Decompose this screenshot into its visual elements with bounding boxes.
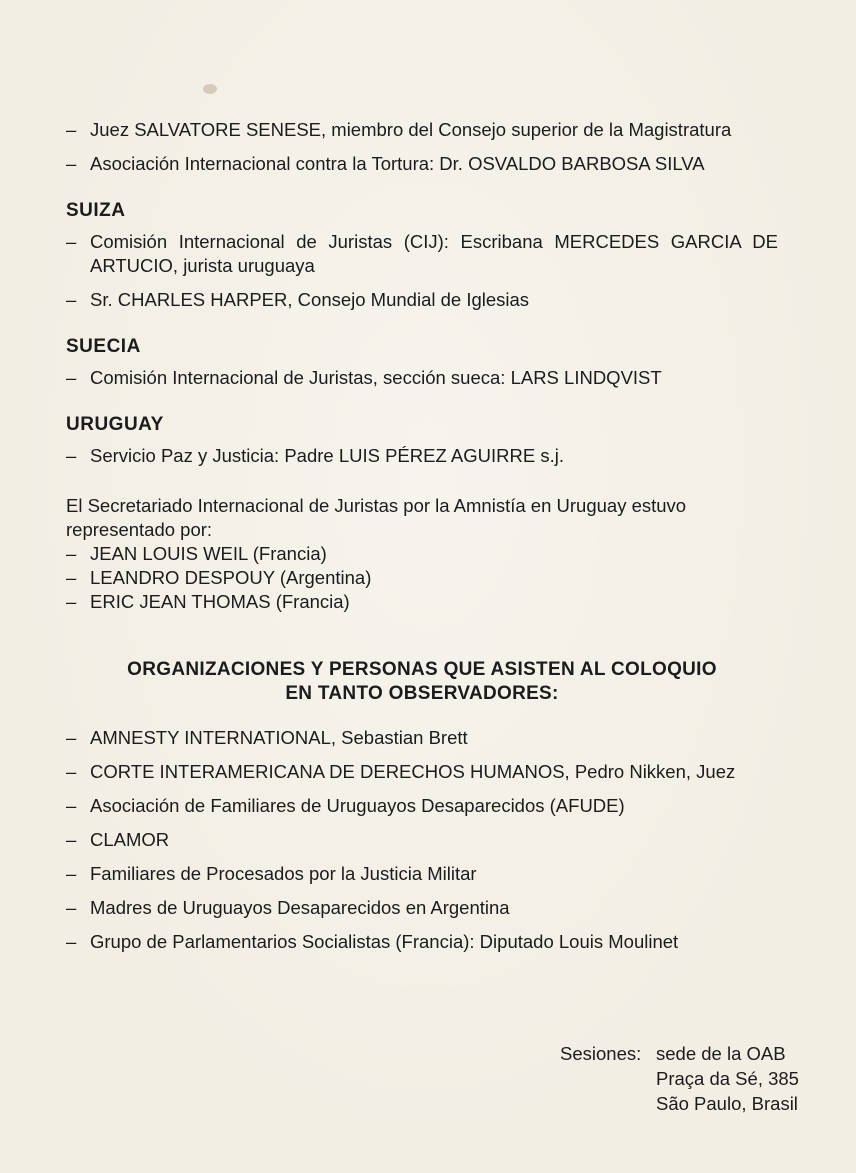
section-heading-suiza: SUIZA: [66, 200, 126, 221]
observers-title-line: ORGANIZACIONES Y PERSONAS QUE ASISTEN AL COLOQUIO: [127, 659, 717, 680]
item-text: Asociación Internacional contra la Tortura: Dr. OSVALDO BARBOSA SILVA: [90, 153, 705, 174]
list-item: [66, 288, 778, 312]
dash-bullet: –: [66, 119, 77, 140]
list-item: [66, 930, 778, 954]
dash-bullet: –: [66, 829, 77, 850]
list-item: [66, 794, 778, 818]
item-text: AMNESTY INTERNATIONAL, Sebastian Brett: [90, 727, 468, 748]
dash-bullet: –: [66, 153, 77, 174]
item-text: CORTE INTERAMERICANA DE DERECHOS HUMANOS, Pedro Nikken, Juez: [90, 761, 736, 782]
list-item: [66, 118, 778, 142]
list-item: [66, 366, 778, 390]
sessions-block: [560, 1041, 820, 1116]
list-item: [66, 590, 778, 614]
item-text: Asociación de Familiares de Uruguayos Desaparecidos (AFUDE): [90, 795, 625, 816]
item-text: Juez SALVATORE SENESE, miembro del Consejo superior de la Magistratura: [90, 119, 732, 140]
sessions-spacer: [560, 1066, 656, 1091]
section-heading-suecia: SUECIA: [66, 336, 141, 357]
paper-stain: [203, 84, 217, 94]
sessions-row: [560, 1041, 820, 1066]
item-text: ERIC JEAN THOMAS (Francia): [90, 591, 350, 612]
list-item: [66, 444, 778, 468]
list-item: [66, 152, 778, 176]
sessions-address: Praça da Sé, 385: [656, 1068, 799, 1089]
dash-bullet: –: [66, 761, 77, 782]
secretariado-paragraph: El Secretariado Internacional de Juristas por la Amnistía en Uruguay estuvo representado por:: [66, 495, 687, 540]
dash-bullet: –: [66, 289, 77, 310]
list-item: [66, 896, 778, 920]
document-body: [66, 118, 778, 964]
sessions-city: São Paulo, Brasil: [656, 1093, 798, 1114]
item-text: Sr. CHARLES HARPER, Consejo Mundial de Iglesias: [90, 289, 530, 310]
dash-bullet: –: [66, 445, 77, 466]
item-text: Comisión Internacional de Juristas (CIJ): Escribana MERCEDES GARCIA DE ARTUCIO, jurista uruguaya: [90, 231, 778, 276]
item-text: Familiares de Procesados por la Justicia Militar: [90, 863, 477, 884]
dash-bullet: –: [66, 727, 77, 748]
dash-bullet: –: [66, 367, 77, 388]
dash-bullet: –: [66, 931, 77, 952]
list-item: [66, 566, 778, 590]
dash-bullet: –: [66, 897, 77, 918]
list-item: [66, 726, 778, 750]
item-text: CLAMOR: [90, 829, 170, 850]
list-item: [66, 862, 778, 886]
section-heading-uruguay: URUGUAY: [66, 414, 164, 435]
observers-title-line: EN TANTO OBSERVADORES:: [285, 683, 559, 704]
sessions-row: [560, 1091, 820, 1116]
sessions-venue: sede de la OAB: [656, 1043, 786, 1064]
dash-bullet: –: [66, 591, 77, 612]
item-text: Servicio Paz y Justicia: Padre LUIS PÉREZ AGUIRRE s.j.: [90, 445, 564, 466]
dash-bullet: –: [66, 567, 77, 588]
item-text: LEANDRO DESPOUY (Argentina): [90, 567, 372, 588]
list-item: [66, 542, 778, 566]
item-text: Comisión Internacional de Juristas, sección sueca: LARS LINDQVIST: [90, 367, 662, 388]
dash-bullet: –: [66, 863, 77, 884]
dash-bullet: –: [66, 543, 77, 564]
item-text: JEAN LOUIS WEIL (Francia): [90, 543, 327, 564]
list-item: [66, 760, 778, 784]
dash-bullet: –: [66, 231, 77, 252]
list-item: [66, 230, 778, 278]
sessions-label: Sesiones:: [560, 1043, 642, 1064]
sessions-spacer: [560, 1091, 656, 1116]
observers-title: [66, 658, 778, 706]
item-text: Grupo de Parlamentarios Socialistas (Francia): Diputado Louis Moulinet: [90, 931, 679, 952]
item-text: Madres de Uruguayos Desaparecidos en Argentina: [90, 897, 510, 918]
list-item: [66, 828, 778, 852]
dash-bullet: –: [66, 795, 77, 816]
sessions-row: [560, 1066, 820, 1091]
